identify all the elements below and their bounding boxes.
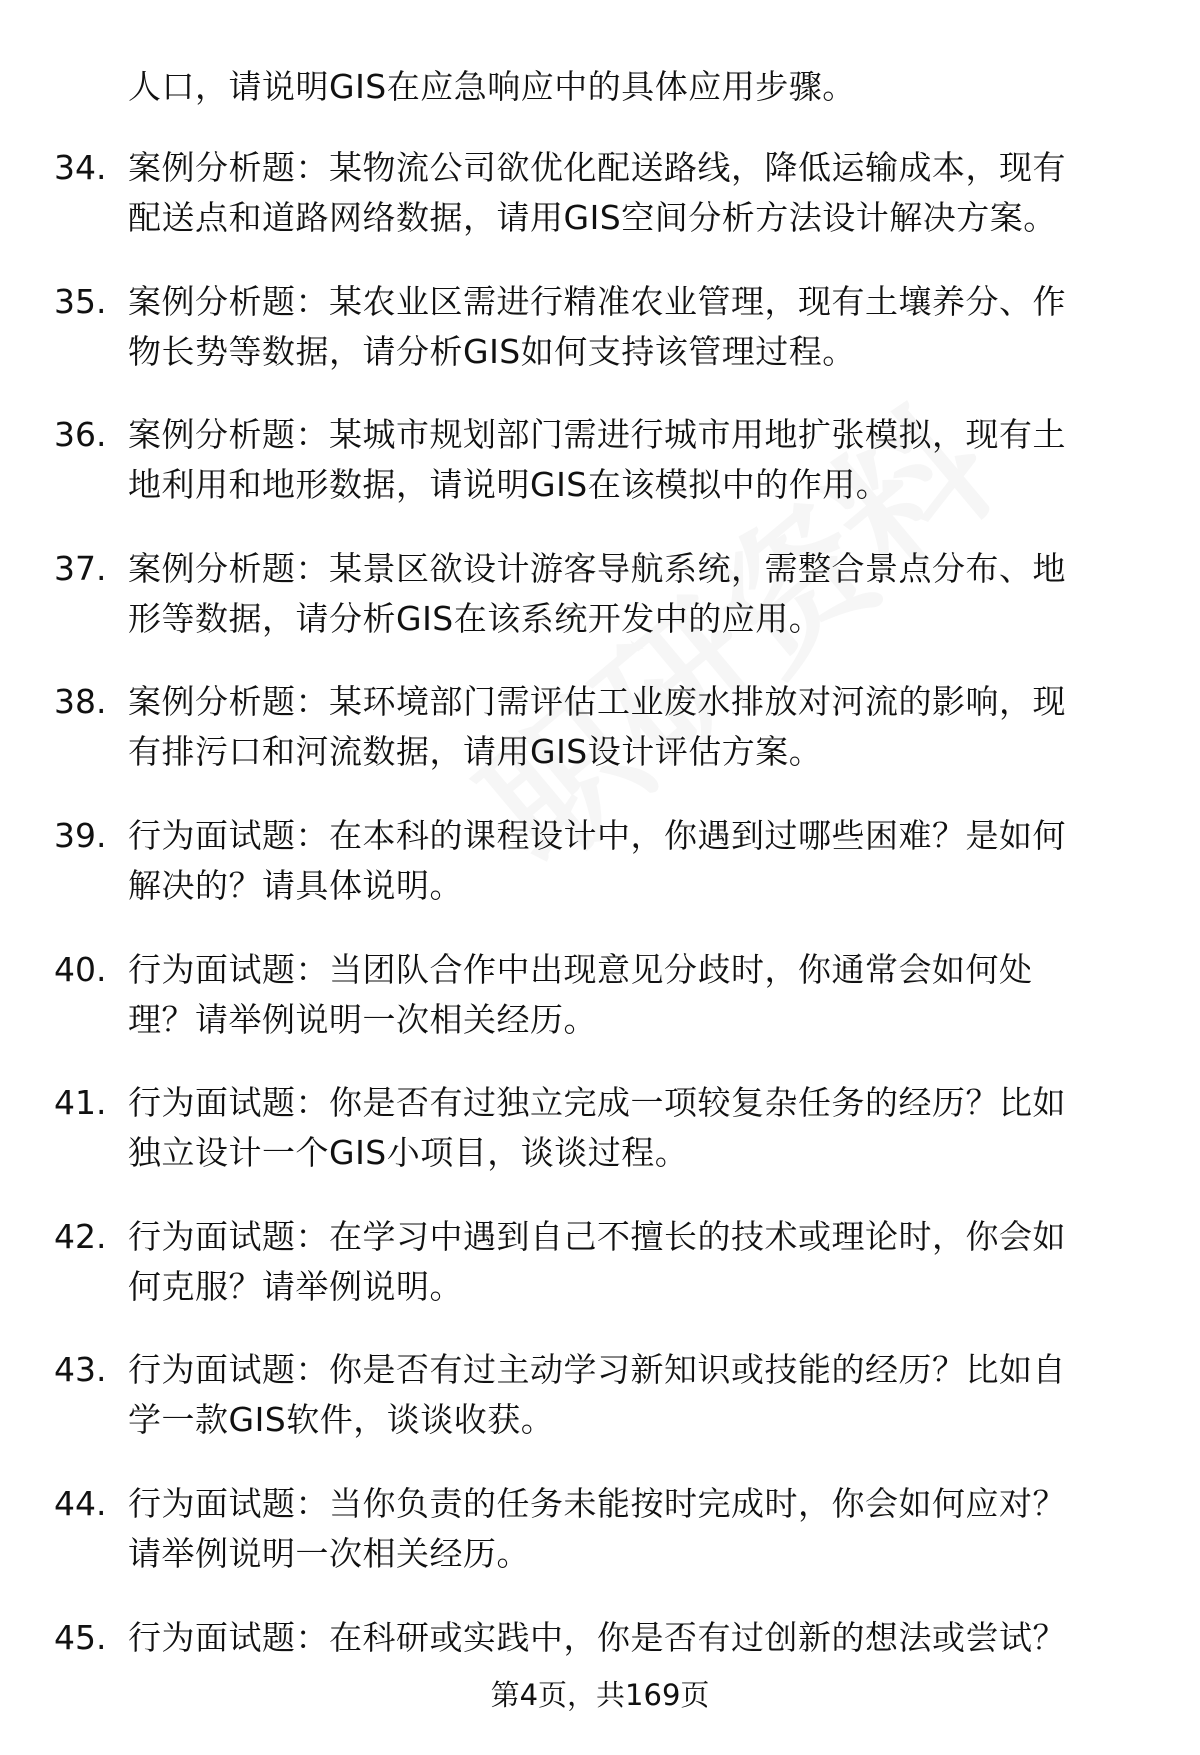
- question-line: 独立设计一个GIS小项目，谈谈过程。: [128, 1133, 689, 1173]
- question-item: [0, 806, 1200, 940]
- question-line: 案例分析题：某农业区需进行精准农业管理，现有土壤养分、作: [128, 281, 1066, 321]
- question-line: 解决的？请具体说明。: [128, 865, 463, 905]
- question-item: [0, 1474, 1200, 1608]
- question-item: [0, 1340, 1200, 1474]
- question-line: 行为面试题：在本科的课程设计中，你遇到过哪些困难？是如何: [128, 815, 1066, 855]
- question-line: 案例分析题：某环境部门需评估工业废水排放对河流的影响，现: [128, 682, 1066, 722]
- question-line: 行为面试题：在学习中遇到自己不擅长的技术或理论时，你会如: [128, 1216, 1066, 1256]
- question-number: 36.: [54, 415, 107, 455]
- question-number: 45.: [54, 1617, 107, 1657]
- question-list: [0, 138, 1200, 1741]
- question-text: [128, 143, 1138, 243]
- question-number: 38.: [54, 682, 107, 722]
- question-number: 44.: [54, 1483, 107, 1523]
- question-text: [128, 811, 1138, 911]
- question-item: [0, 940, 1200, 1074]
- question-line: 行为面试题：你是否有过独立完成一项较复杂任务的经历？比如: [128, 1083, 1066, 1123]
- question-line: 理？请举例说明一次相关经历。: [128, 999, 597, 1039]
- question-number: 34.: [54, 148, 107, 187]
- question-line: 行为面试题：你是否有过主动学习新知识或技能的经历？比如自: [128, 1350, 1066, 1390]
- question-text: [128, 410, 1138, 510]
- question-line: 行为面试题：在科研或实践中，你是否有过创新的想法或尝试？: [128, 1617, 1066, 1657]
- continuation-text: 人口，请说明GIS在应急响应中的具体应用步骤。: [128, 67, 856, 106]
- question-number: 40.: [54, 949, 107, 989]
- question-item: [0, 539, 1200, 673]
- question-text: [128, 1613, 1138, 1663]
- question-item: [0, 272, 1200, 406]
- question-line: 有排污口和河流数据，请用GIS设计评估方案。: [128, 732, 823, 772]
- question-line: 配送点和道路网络数据，请用GIS空间分析方法设计解决方案。: [128, 198, 1057, 237]
- question-line: 行为面试题：当团队合作中出现意见分歧时，你通常会如何处: [128, 949, 1033, 989]
- question-text: [128, 1345, 1138, 1445]
- question-number: 43.: [54, 1350, 107, 1390]
- question-line: 何克服？请举例说明。: [128, 1266, 463, 1306]
- question-text: [128, 945, 1138, 1045]
- question-line: 案例分析题：某物流公司欲优化配送路线，降低运输成本，现有: [128, 148, 1066, 187]
- question-text: [128, 1078, 1138, 1178]
- question-line: 案例分析题：某城市规划部门需进行城市用地扩张模拟，现有土: [128, 415, 1066, 455]
- question-line: 物长势等数据，请分析GIS如何支持该管理过程。: [128, 331, 856, 371]
- question-line: 地利用和地形数据，请说明GIS在该模拟中的作用。: [128, 465, 890, 505]
- question-item: [0, 1207, 1200, 1341]
- question-number: 37.: [54, 548, 107, 588]
- question-line: 学一款GIS软件，谈谈收获。: [128, 1400, 555, 1440]
- question-item: [0, 138, 1200, 272]
- question-item: [0, 672, 1200, 806]
- question-text: [128, 277, 1138, 377]
- question-number: 41.: [54, 1083, 107, 1123]
- question-text: [128, 1479, 1138, 1579]
- page-footer: 第4页，共169页: [490, 1678, 710, 1712]
- question-item: [0, 1073, 1200, 1207]
- question-text: [128, 544, 1138, 644]
- question-item: [0, 405, 1200, 539]
- question-line: 案例分析题：某景区欲设计游客导航系统，需整合景点分布、地: [128, 548, 1066, 588]
- question-number: 35.: [54, 281, 107, 321]
- question-text: [128, 1212, 1138, 1312]
- question-text: [128, 677, 1138, 777]
- question-line: 请举例说明一次相关经历。: [128, 1533, 530, 1573]
- question-number: 42.: [54, 1216, 107, 1256]
- question-line: 形等数据，请分析GIS在该系统开发中的应用。: [128, 598, 823, 638]
- question-number: 39.: [54, 815, 107, 855]
- question-line: 行为面试题：当你负责的任务未能按时完成时，你会如何应对？: [128, 1483, 1066, 1523]
